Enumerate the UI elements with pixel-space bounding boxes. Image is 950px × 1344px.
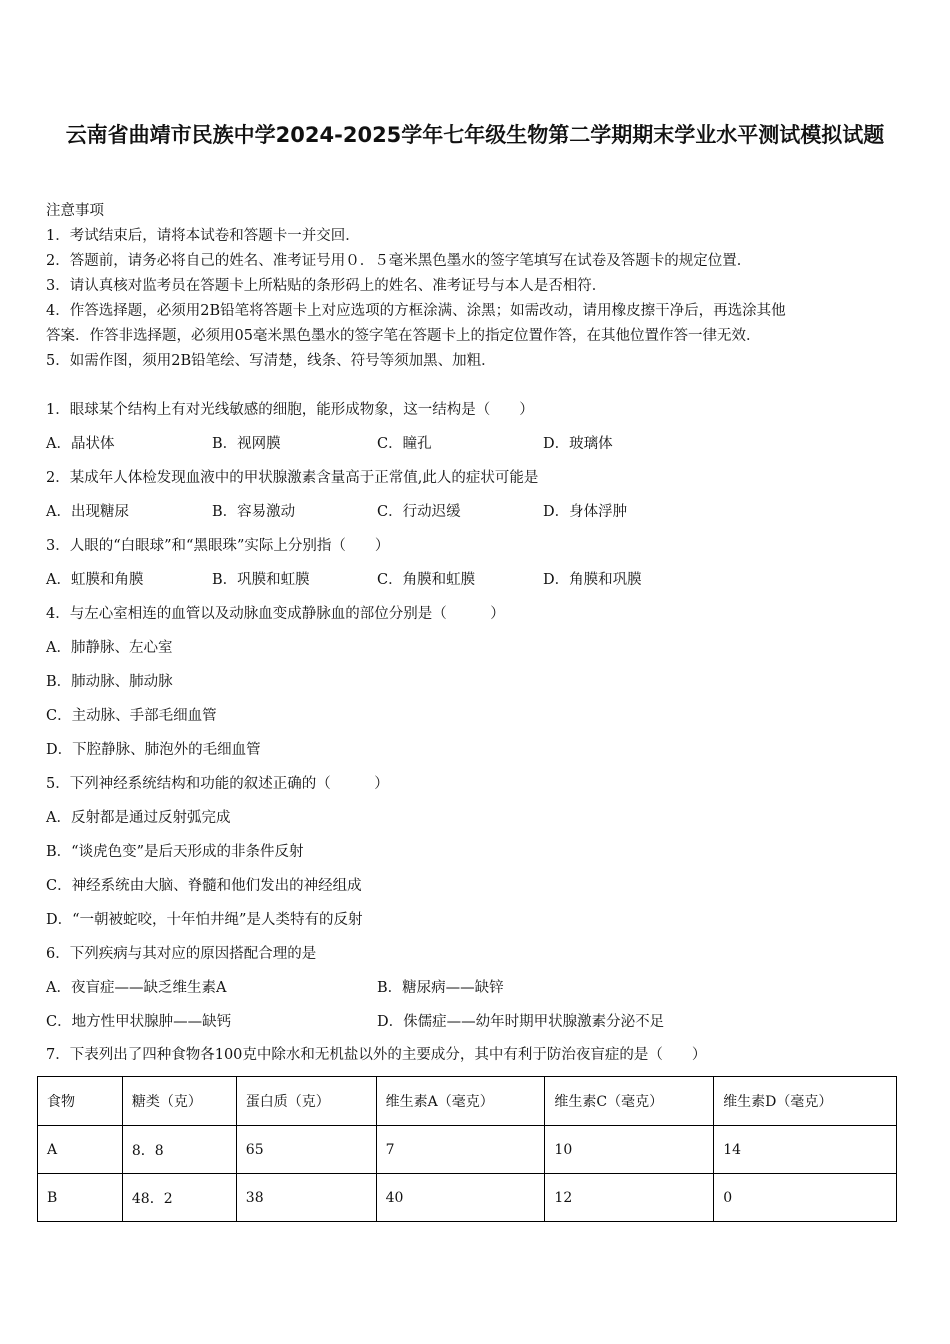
table-header: 糖类（克） [122,1077,236,1126]
food-table [37,1076,897,1222]
table-header-row [38,1077,897,1126]
table-cell: 10 [545,1126,714,1174]
option: A．反射都是通过反射弧完成 [46,810,231,826]
option: D．玻璃体 [543,436,613,452]
table-cell: 65 [236,1126,376,1174]
option: B．视网膜 [212,436,281,452]
note-item: 2．答题前，请务必将自己的姓名、准考证号用０．５毫米黑色墨水的签字笔填写在试卷及答题卡的规定位置． [46,253,752,269]
option: A．虹膜和角膜 [46,572,144,588]
table-header: 维生素C（毫克） [545,1077,714,1126]
note-item: 答案．作答非选择题，必须用05毫米黑色墨水的签字笔在答题卡上的指定位置作答，在其他位置作答一律无效． [46,328,761,344]
question-stem: 1．眼球某个结构上有对光线敏感的细胞，能形成物象，这一结构是（ ） [46,402,534,418]
option: D．下腔静脉、肺泡外的毛细血管 [46,742,261,758]
option: A．晶状体 [46,436,115,452]
option: D．角膜和巩膜 [543,572,642,588]
option: B．巩膜和虹膜 [212,572,310,588]
table-cell: 8．8 [122,1126,236,1174]
table-header: 食物 [38,1077,123,1126]
option: D．身体浮肿 [543,504,628,520]
option: B．肺动脉、肺动脉 [46,674,173,690]
table-row [38,1126,897,1174]
option: C．角膜和虹膜 [377,572,476,588]
table-cell: 40 [376,1174,545,1222]
table-cell: 7 [376,1126,545,1174]
option: B．“谈虎色变”是后天形成的非条件反射 [46,844,304,860]
option: D．侏儒症——幼年时期甲状腺激素分泌不足 [377,1014,665,1030]
table-cell: 38 [236,1174,376,1222]
question-stem: 6．下列疾病与其对应的原因搭配合理的是 [46,946,317,962]
table-header: 维生素D（毫克） [714,1077,897,1126]
table-header: 蛋白质（克） [236,1077,376,1126]
table-cell: A [38,1126,123,1174]
option: B．糖尿病——缺锌 [377,980,504,996]
option: C．瞳孔 [377,436,432,452]
note-item: 5．如需作图，须用2B铅笔绘、写清楚，线条、符号等须加黑、加粗． [46,353,496,369]
table-cell: B [38,1174,123,1222]
question-stem: 7．下表列出了四种食物各100克中除水和无机盐以外的主要成分，其中有利于防治夜盲症的是（ ） [46,1047,707,1063]
table-header: 维生素A（毫克） [376,1077,545,1126]
option: A．肺静脉、左心室 [46,640,173,656]
option: C．神经系统由大脑、脊髓和他们发出的神经组成 [46,878,362,894]
table-row [38,1174,897,1222]
table-cell: 14 [714,1126,897,1174]
question-stem: 5．下列神经系统结构和功能的叙述正确的（ ） [46,776,389,792]
question-stem: 3．人眼的“白眼球”和“黑眼珠”实际上分别指（ ） [46,538,390,554]
question-stem: 4．与左心室相连的血管以及动脉血变成静脉血的部位分别是（ ） [46,606,505,622]
option: B．容易激动 [212,504,296,520]
note-item: 1．考试结束后，请将本试卷和答题卡一并交回． [46,228,360,244]
question-stem: 2．某成年人体检发现血液中的甲状腺激素含量高于正常值,此人的症状可能是 [46,470,539,486]
option: C．行动迟缓 [377,504,461,520]
option: D．“一朝被蛇咬，十年怕井绳”是人类特有的反射 [46,912,363,928]
page-title: 云南省曲靖市民族中学2024-2025学年七年级生物第二学期期末学业水平测试模拟试题 [65,123,885,147]
option: A．夜盲症——缺乏维生素A [46,980,227,996]
table-cell: 12 [545,1174,714,1222]
notes-heading: 注意事项 [46,203,104,219]
option: A．出现糖尿 [46,504,129,520]
option: C．主动脉、手部毛细血管 [46,708,217,724]
table-cell: 0 [714,1174,897,1222]
note-item: 3．请认真核对监考员在答题卡上所粘贴的条形码上的姓名、准考证号与本人是否相符． [46,278,607,294]
table-cell: 48．2 [122,1174,236,1222]
note-item: 4．作答选择题，必须用2B铅笔将答题卡上对应选项的方框涂满、涂黑；如需改动，请用橡皮擦干净后，再选涂其他 [46,303,786,319]
option: C．地方性甲状腺肿——缺钙 [46,1014,232,1030]
